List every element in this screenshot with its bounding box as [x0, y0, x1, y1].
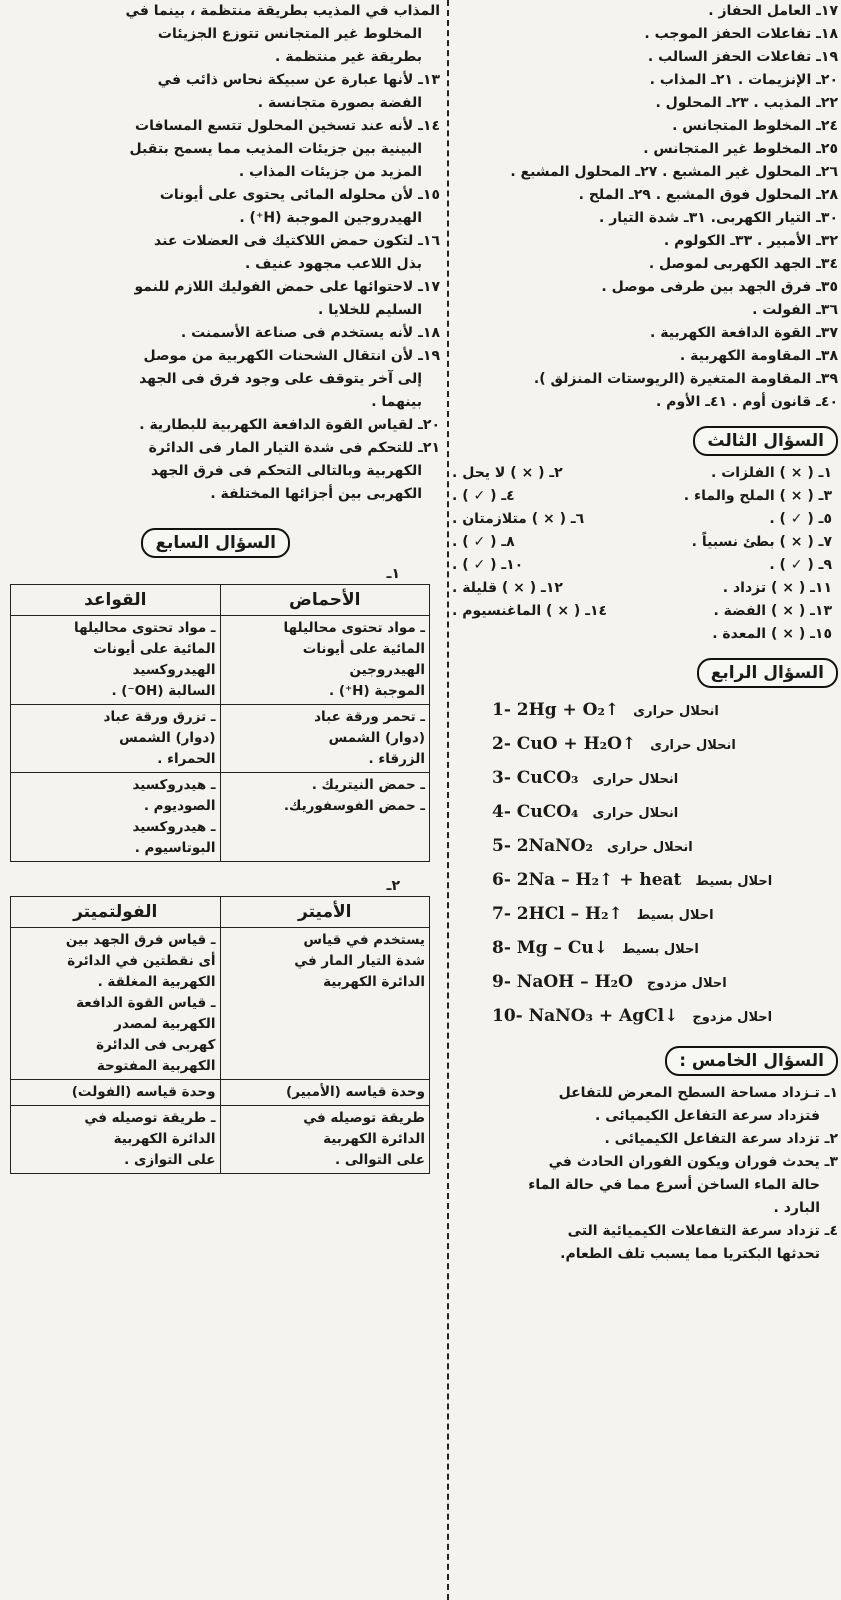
q7-sub2-number: ٢ـ [386, 878, 400, 894]
q5-line: ١ـ تـزداد مساحة السطح المعرض للتفاعل [558, 1085, 838, 1101]
table-header: الأميتر [220, 897, 430, 928]
q3-answer: ٦ـ ( × ) متلازمتان . [452, 511, 585, 527]
definition-line: ٢٥ـ المخلوط غير المتجانس . [643, 141, 838, 157]
equation-line [452, 762, 838, 796]
q3-answer-row [452, 623, 838, 646]
cell-text: (دوار) الشمس [328, 730, 425, 746]
table-cell [220, 1080, 430, 1106]
q3-answer-row [452, 485, 838, 508]
reason-line: ١٦ـ لتكون حمض اللاكتيك فى العضلات عند [154, 233, 440, 249]
q4-section [452, 650, 838, 1034]
table-cell [220, 928, 430, 1080]
cell-text: وحدة قياسه (الفولت) [71, 1084, 216, 1100]
q3-answers [452, 462, 838, 646]
q3-answer-row [452, 462, 838, 485]
table-cell [11, 705, 221, 773]
cell-text: طريقة توصيله في [303, 1110, 425, 1126]
table-cell [11, 773, 221, 862]
acids-bases-table [10, 584, 430, 862]
q3-answer: ٣ـ ( × ) الملح والماء . [683, 488, 832, 504]
cell-text: على التوازى . [124, 1152, 216, 1168]
q5-line: البارد . [773, 1200, 820, 1216]
cell-text: على التوالى . [335, 1152, 425, 1168]
reason-line: الكهربية وبالتالى التحكم فى فرق الجهد [150, 463, 422, 479]
equation-text: 9- NaOH – H₂O [492, 972, 633, 992]
table-header: الفولتميتر [11, 897, 221, 928]
table-row [11, 773, 430, 862]
cell-text: الدائرة الكهربية [323, 974, 425, 990]
reason-line: بذل اللاعب مجهود عنيف . [244, 256, 422, 272]
cell-text: كهربى فى الدائرة [96, 1037, 216, 1053]
equation-line [452, 830, 838, 864]
q5-line: فتزداد سرعة التفاعل الكيميائى . [595, 1108, 820, 1124]
definition-line: ٤٠ـ قانون أوم . ٤١ـ الأوم . [655, 394, 838, 410]
q3-answer-row [452, 531, 838, 554]
reaction-type: احلال مزدوج [692, 1010, 773, 1025]
cell-text: ـ طريقة توصيله في [84, 1110, 216, 1126]
q5-line: حالة الماء الساخن أسرع مما في حالة الماء [528, 1177, 820, 1193]
reaction-type: احلال مزدوج [646, 976, 727, 991]
definition-line: ٣٢ـ الأمبير . ٣٣ـ الكولوم . [663, 233, 838, 249]
q4-equations [452, 694, 838, 1034]
q3-answer: ٢ـ ( × ) لا يحل . [452, 465, 563, 481]
table-header-row [11, 585, 430, 616]
definition-line: ١٨ـ تفاعلات الحفز الموجب . [644, 26, 838, 42]
q5-line: تحدثها البكتريا مما يسبب تلف الطعام. [560, 1246, 820, 1262]
cell-text: الهيدروكسيد [132, 662, 216, 678]
cell-text: البوتاسيوم . [134, 840, 216, 856]
cell-text: الحمراء . [157, 751, 216, 767]
definition-line: ٢٨ـ المحلول فوق المشبع . ٢٩ـ الملح . [578, 187, 838, 203]
cell-text: الكهربية المفتوحة [96, 1058, 216, 1074]
cell-text: الهيدروجين [349, 662, 425, 678]
q3-answer: ٧ـ ( × ) بطئ نسبياً . [691, 534, 832, 550]
q3-answer: ٥ـ ( ✓ ) . [769, 511, 832, 527]
cell-text: وحدة قياسه (الأمبير) [286, 1084, 425, 1100]
equation-line [452, 932, 838, 966]
q3-answer: ١٠ـ ( ✓ ) . [452, 557, 524, 573]
q3-answer: ٤ـ ( ✓ ) . [452, 488, 515, 504]
definition-line: ١٩ـ تفاعلات الحفز السالب . [647, 49, 838, 65]
cell-text: ـ تزرق ورقة عباد [103, 709, 216, 725]
equation-text: 7- 2HCl – H₂↑ [492, 904, 623, 924]
cell-text: الدائرة الكهربية [113, 1131, 216, 1147]
cell-text: (دوار) الشمس [119, 730, 216, 746]
reason-line: السليم للخلايا . [318, 302, 422, 318]
definition-line: ٣٠ـ التيار الكهربى. ٣١ـ شدة التيار . [599, 210, 838, 226]
reason-line: المخلوط غير المتجانس تتوزع الجزيئات [157, 26, 422, 42]
equation-text: 1- 2Hg + O₂↑ [492, 700, 620, 720]
q3-answer: ١٢ـ ( × ) قليلة . [452, 580, 563, 596]
table-row [11, 1106, 430, 1174]
cell-text: ـ مواد تحتوى محاليلها [283, 620, 425, 636]
reason-line: ١٧ـ لاحتوائها على حمض الفوليك اللازم للنمو [134, 279, 440, 295]
q3-title: السؤال الثالث [693, 426, 838, 456]
q3-answer: ١٣ـ ( × ) الفضة . [713, 603, 832, 619]
reason-line: ١٩ـ لأن انتقال الشحنات الكهربية من موصل [143, 348, 440, 364]
reasons-list [2, 0, 440, 506]
cell-text: ـ قياس فرق الجهد بين [65, 932, 216, 948]
reason-line: ١٥ـ لأن محلوله المائى يحتوى على أيونات [159, 187, 440, 203]
cell-text: الدائرة الكهربية [323, 1131, 425, 1147]
equation-text: 3- CuCO₃ [492, 768, 579, 788]
q7-title: السؤال السابع [141, 528, 290, 558]
definitions-list [452, 0, 838, 414]
q3-answer: ١ـ ( × ) الفلزات . [711, 465, 832, 481]
cell-text: السالبة (OH⁻) . [111, 683, 216, 699]
q5-title: السؤال الخامس : [665, 1046, 838, 1076]
definition-line: ٢٢ـ المذيب . ٢٣ـ المحلول . [655, 95, 838, 111]
cell-text: ـ هيدروكسيد [132, 777, 216, 793]
q3-answer: ٨ـ ( ✓ ) . [452, 534, 515, 550]
table-row [11, 928, 430, 1080]
table-row [11, 1080, 430, 1106]
definition-line: ٣٧ـ القوة الدافعة الكهربية . [650, 325, 838, 341]
equation-text: 8- Mg – Cu↓ [492, 938, 608, 958]
cell-text: ـ هيدروكسيد [132, 819, 216, 835]
reaction-type: احلال بسيط [621, 942, 699, 957]
equation-line [452, 796, 838, 830]
q7-sub1-number: ١ـ [386, 566, 400, 582]
table-header: القواعد [11, 585, 221, 616]
equation-text: 4- CuCO₄ [492, 802, 579, 822]
equation-line [452, 966, 838, 1000]
equation-text: 2- CuO + H₂O↑ [492, 734, 637, 754]
table-cell [11, 928, 221, 1080]
left-column [2, 0, 440, 1174]
q3-answer: ١١ـ ( × ) تزداد . [722, 580, 832, 596]
reason-line: بطريقة غير منتظمة . [275, 49, 422, 65]
column-divider [447, 0, 449, 1600]
q3-answer: ٩ـ ( ✓ ) . [769, 557, 832, 573]
equation-text: 10- NaNO₃ + AgCl↓ [492, 1006, 679, 1026]
cell-text: يستخدم في قياس [303, 932, 425, 948]
equation-line [452, 864, 838, 898]
q3-answer-row [452, 600, 838, 623]
reason-line: ١٨ـ لأنه يستخدم فى صناعة الأسمنت . [180, 325, 440, 341]
equation-text: 6- 2Na – H₂↑ + heat [492, 870, 682, 890]
reason-line: الكهربى بين أجزائها المختلفة . [210, 486, 422, 502]
reaction-type: احلال بسيط [636, 908, 714, 923]
definition-line: ٢٤ـ المخلوط المتجانس . [672, 118, 838, 134]
q5-line: ٣ـ يحدث فوران ويكون الفوران الحادث في [548, 1154, 838, 1170]
definition-line: ٣٩ـ المقاومة المتغيرة (الريوستات المنزلق ). [533, 371, 838, 387]
reason-line: ٢١ـ للتحكم فى شدة التيار المار فى الدائرة [148, 440, 440, 456]
q5-answers [452, 1082, 838, 1266]
reason-line: بينهما . [371, 394, 422, 410]
q4-title: السؤال الرابع [697, 658, 838, 688]
reason-line: ٢٠ـ لقياس القوة الدافعة الكهربية للبطارية . [139, 417, 440, 433]
table-row [11, 616, 430, 705]
reaction-type: انحلال حرارى [606, 840, 693, 855]
table-cell [220, 705, 430, 773]
ammeter-voltmeter-table [10, 896, 430, 1174]
equation-line [452, 1000, 838, 1034]
table-cell [11, 1080, 221, 1106]
reason-line: الهيدروجين الموجبة (H⁺) . [239, 210, 422, 226]
table-header: الأحماض [220, 585, 430, 616]
q3-answer: ١٤ـ ( × ) الماغنسيوم . [452, 603, 608, 619]
q5-line: ٤ـ تزداد سرعة التفاعلات الكيميائية التى [567, 1223, 838, 1239]
q3-answer-row [452, 577, 838, 600]
q7-section [2, 520, 440, 1174]
cell-text: شدة التيار المار في [294, 953, 425, 969]
cell-text: الكهربية المغلقة . [97, 974, 216, 990]
reaction-type: انحلال حرارى [592, 772, 679, 787]
definition-line: ٣٨ـ المقاومة الكهربية . [679, 348, 838, 364]
reaction-type: انحلال حرارى [592, 806, 679, 821]
cell-text: ـ تحمر ورقة عباد [314, 709, 425, 725]
cell-text: الصوديوم . [143, 798, 216, 814]
cell-text: المائية على أيونات [302, 641, 425, 657]
q3-section [452, 418, 838, 646]
equation-line [452, 728, 838, 762]
definition-line: ١٧ـ العامل الحفاز . [708, 3, 838, 19]
definition-line: ٢٦ـ المحلول غير المشبع . ٢٧ـ المحلول المشبع . [510, 164, 838, 180]
table-cell [220, 616, 430, 705]
q3-answer: ١٥ـ ( × ) المعدة . [712, 626, 832, 642]
cell-text: ـ حمض النيتريك . [311, 777, 425, 793]
table-cell [11, 1106, 221, 1174]
q3-answer-row [452, 508, 838, 531]
reason-line: البينية بين جزيئات المذيب مما يسمح بتقبل [129, 141, 422, 157]
cell-text: ـ حمض الفوسفوريك. [283, 798, 425, 814]
q3-answer-row [452, 554, 838, 577]
table-cell [220, 1106, 430, 1174]
table-row [11, 705, 430, 773]
cell-text: الزرقاء . [368, 751, 425, 767]
table-cell [220, 773, 430, 862]
reason-line: المزيد من جزيئات المذاب . [238, 164, 422, 180]
equation-text: 5- 2NaNO₂ [492, 836, 593, 856]
definition-line: ٢٠ـ الإنزيمات . ٢١ـ المذاب . [649, 72, 838, 88]
definition-line: ٣٤ـ الجهد الكهربى لموصل . [648, 256, 838, 272]
reaction-type: انحلال حرارى [650, 738, 736, 753]
right-column [452, 0, 838, 1266]
cell-text: الموجبة (H⁺) . [329, 683, 425, 699]
q5-section [452, 1038, 838, 1266]
cell-text: ـ قياس القوة الدافعة [76, 995, 216, 1011]
reason-line: المذاب في المذيب بطريقة منتظمة ، بينما في [125, 3, 440, 19]
cell-text: المائية على أيونات [93, 641, 216, 657]
equation-line [452, 898, 838, 932]
q5-line: ٢ـ تزداد سرعة التفاعل الكيميائى . [604, 1131, 838, 1147]
reason-line: ١٤ـ لأنه عند تسخين المحلول تتسع المسافات [135, 118, 440, 134]
reason-line: الفضة بصورة متجانسة . [257, 95, 422, 111]
definition-line: ٣٥ـ فرق الجهد بين طرفى موصل . [601, 279, 838, 295]
equation-line [452, 694, 838, 728]
table-header-row [11, 897, 430, 928]
reaction-type: احلال بسيط [695, 874, 773, 889]
cell-text: أى نقطتين في الدائرة [67, 953, 216, 969]
reaction-type: انحلال حرارى [633, 704, 719, 719]
cell-text: الكهربية لمصدر [114, 1016, 216, 1032]
reason-line: ١٣ـ لأنها عبارة عن سبيكة نحاس ذائب في [157, 72, 440, 88]
definition-line: ٣٦ـ الفولت . [752, 302, 838, 318]
reason-line: إلى آخر يتوقف على وجود فرق فى الجهد [139, 371, 422, 387]
cell-text: ـ مواد تحتوى محاليلها [74, 620, 216, 636]
table-cell [11, 616, 221, 705]
